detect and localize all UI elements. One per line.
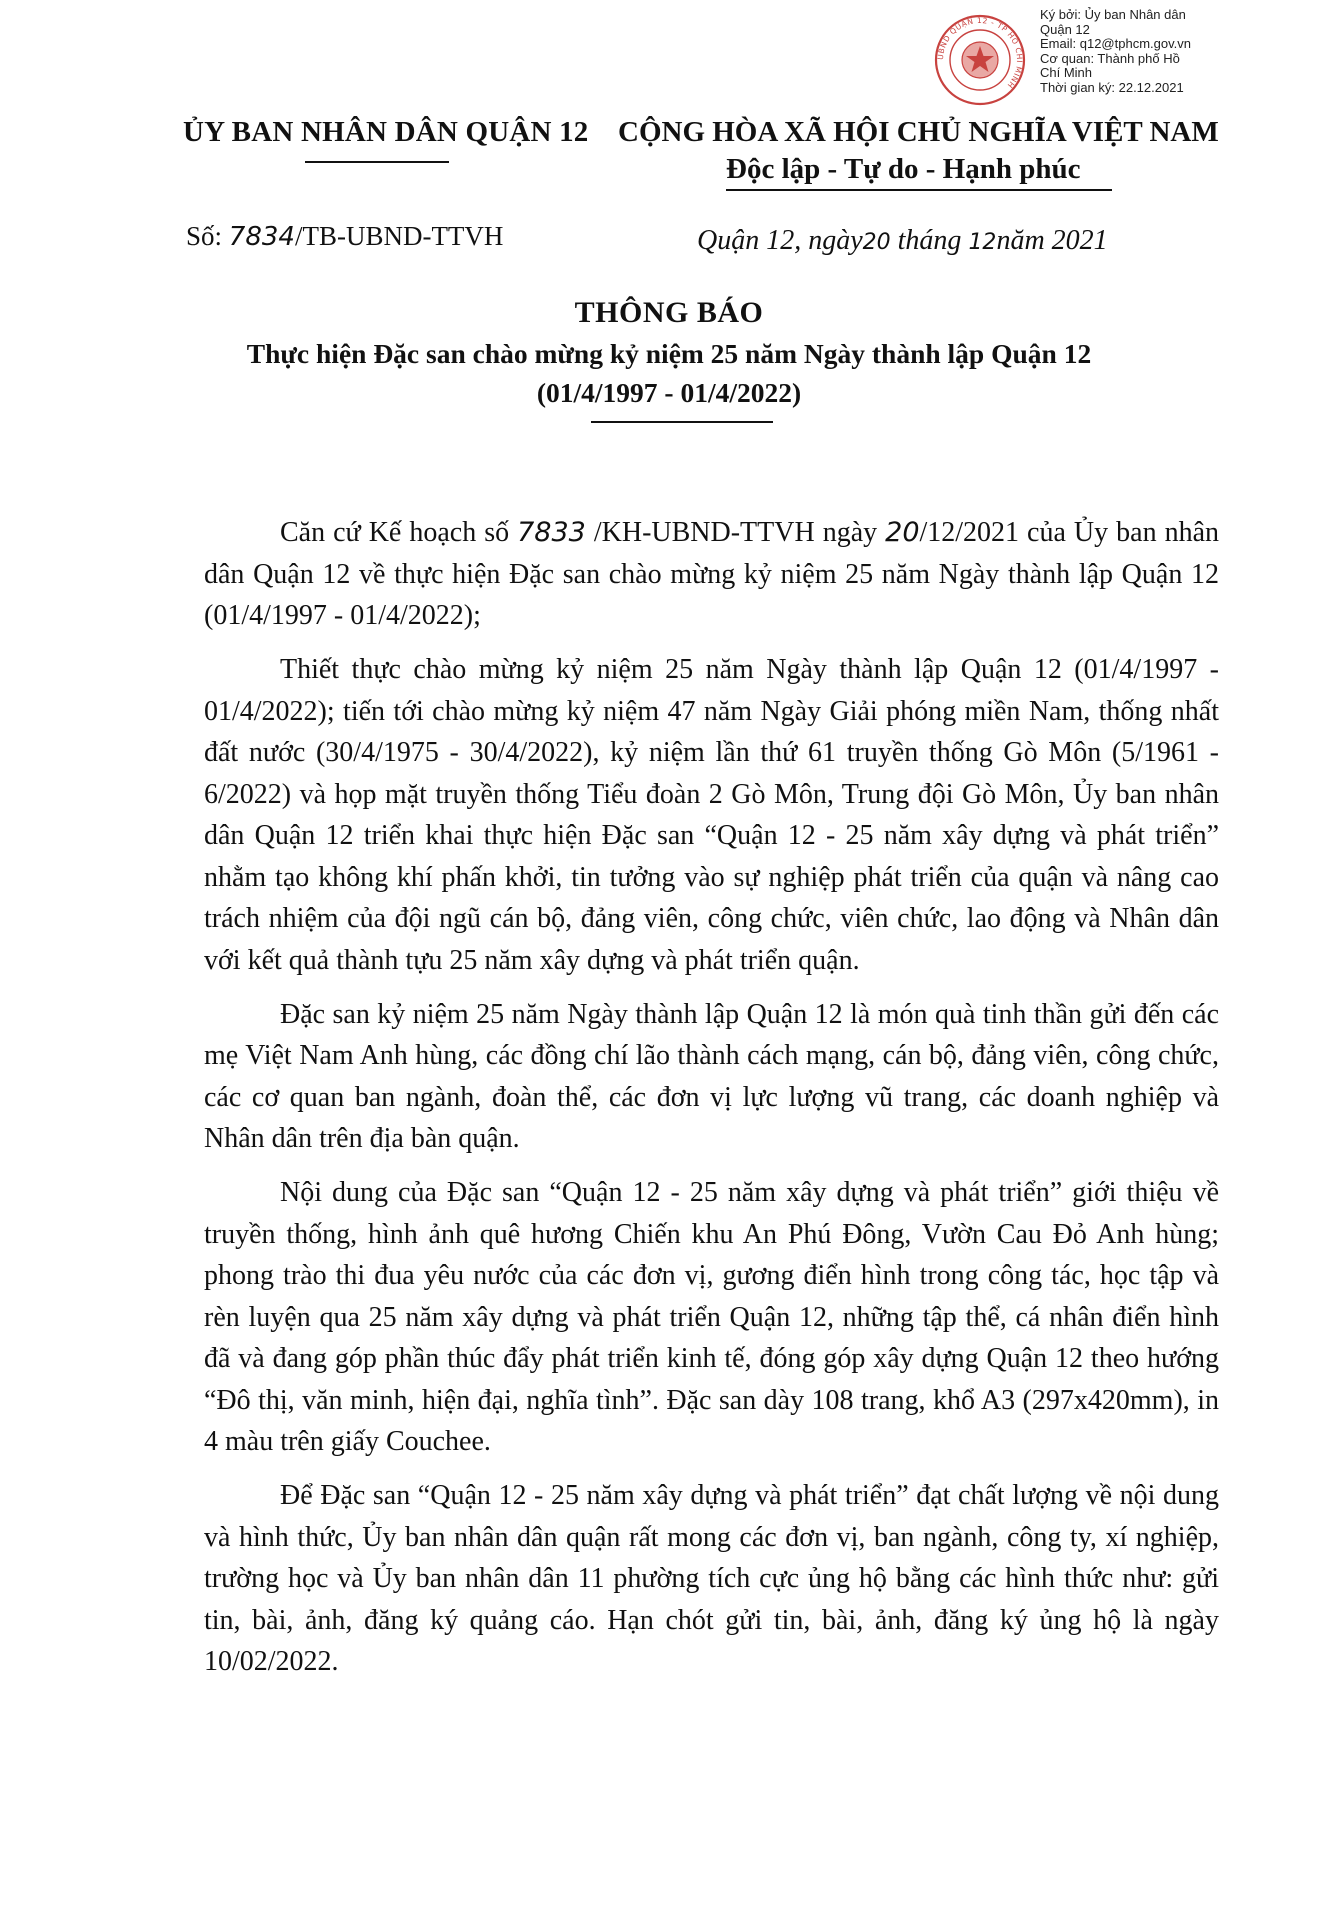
signing-time: Thời gian ký: 22.12.2021	[1040, 79, 1184, 95]
month-label: tháng	[890, 225, 969, 256]
paragraph-content: Nội dung của Đặc san “Quận 12 - 25 năm xây dựng và phát triển” giới thiệu về truyền thống, hình ảnh quê hương Chiến khu An Phú Đông, Vườn Cau Đỏ Anh hùng; phong trào thi đua yêu nước của các đơn vị, gương điển hình trong công tác, học tập và rèn luyện qua 25 năm xây dựng và phát triển Quận 12, những tập thể, cá nhân điển hình đã và đang góp phần thúc đẩy phát triển kinh tế, đóng góp xây dựng Quận 12 theo hướng “Đô thị, văn minh, hiện đại, nghĩa tình”. Đặc san dày 108 trang, khổ A3 (297x420mm), in 4 màu trên giấy Couchee.	[204, 1177, 1219, 1457]
document-body	[204, 512, 1219, 1695]
signer-agency: Cơ quan: Thành phố Hồ	[1040, 50, 1180, 66]
signed-by-cont: Quận 12	[1040, 21, 1090, 37]
paragraph-purpose: Thiết thực chào mừng kỷ niệm 25 năm Ngày thành lập Quận 12 (01/4/1997 - 01/4/2022); tiến tới chào mừng kỷ niệm 47 năm Ngày Giải phóng miền Nam, thống nhất đất nước (30/4/1975 - 30/4/2022), kỷ niệm lần thứ 61 truyền thống Gò Môn (5/1961 - 6/2022) và họp mặt truyền thống Tiểu đoàn 2 Gò Môn, Trung đội Gò Môn, Ủy ban nhân dân Quận 12 triển khai thực hiện Đặc san “Quận 12 - 25 năm xây dựng và phát triển” nhằm tạo không khí phấn khởi, tin tưởng vào sự nghiệp phát triển của quận và nâng cao trách nhiệm của đội ngũ cán bộ, đảng viên, công chức, viên chức, lao động và Nhân dân với kết quả thành tựu 25 năm xây dựng và phát triển quận.	[204, 654, 1219, 976]
plan-number-handwritten: 7833	[517, 517, 586, 548]
plan-day-handwritten: 20	[885, 517, 920, 548]
document-subtitle: Thực hiện Đặc san chào mừng kỷ niệm 25 năm Ngày thành lập Quận 12	[246, 338, 1092, 369]
signed-by: Ký bởi: Ủy ban Nhân dân	[1040, 7, 1186, 22]
place-and-date	[697, 225, 1108, 257]
p1-text-a: Căn cứ Kế hoạch số	[280, 517, 518, 548]
official-seal	[925, 12, 1035, 107]
document-title: THÔNG BÁO	[574, 296, 764, 329]
p1-text-c: /12/2021 của Ủy ban nhân dân Quận 12 về thực hiện Đặc san chào mừng kỷ niệm 25 năm Ngày thành lập Quận 12 (01/4/1997 - 01/4/2022);	[204, 517, 1219, 631]
date-day-handwritten: 20	[862, 230, 891, 255]
org-underline	[305, 161, 449, 163]
doc-number-suffix: /TB-UBND-TTVH	[294, 221, 504, 251]
motto-underline	[726, 189, 1112, 191]
date-month-handwritten: 12	[968, 230, 997, 255]
seal-ring-text: UBND QUẬN 12 - TP HỒ CHÍ MINH	[935, 15, 1025, 91]
paragraph-legal-basis	[204, 512, 1219, 637]
place-prefix: Quận 12, ngày	[697, 225, 863, 256]
signer-agency-cont: Chí Minh	[1040, 65, 1093, 80]
paragraph-request: Để Đặc san “Quận 12 - 25 năm xây dựng và phát triển” đạt chất lượng về nội dung và hình thức, Ủy ban nhân dân quận rất mong các đơn vị, ban ngành, công ty, xí nghiệp, trường học và Ủy ban nhân dân 11 phường tích cực ủng hộ bằng các hình thức như: gửi tin, bài, ảnh, đăng ký quảng cáo. Hạn chót gửi tin, bài, ảnh, đăng ký ủng hộ là ngày 10/02/2022.	[204, 1480, 1219, 1677]
document-number	[186, 221, 503, 252]
year-label: năm 2021	[996, 225, 1108, 256]
doc-number-handwritten: 7834	[228, 222, 295, 252]
doc-number-prefix: Số:	[186, 221, 229, 251]
national-motto: Độc lập - Tự do - Hạnh phúc	[726, 153, 1081, 185]
issuing-organization: ỦY BAN NHÂN DÂN QUẬN 12	[183, 116, 589, 148]
digital-signature-info	[1040, 8, 1300, 95]
p1-text-b: /KH-UBND-TTVH ngày	[585, 517, 886, 548]
signer-email: Email: q12@tphcm.gov.vn	[1040, 36, 1191, 51]
title-underline	[591, 421, 773, 423]
paragraph-gift: Đặc san kỷ niệm 25 năm Ngày thành lập Quận 12 là món quà tinh thần gửi đến các mẹ Việt Nam Anh hùng, các đồng chí lão thành cách mạng, cán bộ, đảng viên, công chức, các cơ quan ban ngành, đoàn thể, các đơn vị lực lượng vũ trang, các doanh nghiệp và Nhân dân trên địa bàn quận.	[204, 998, 1219, 1154]
document-subtitle-dates: (01/4/1997 - 01/4/2022)	[536, 377, 802, 408]
nation-name: CỘNG HÒA XÃ HỘI CHỦ NGHĨA VIỆT NAM	[618, 116, 1219, 148]
